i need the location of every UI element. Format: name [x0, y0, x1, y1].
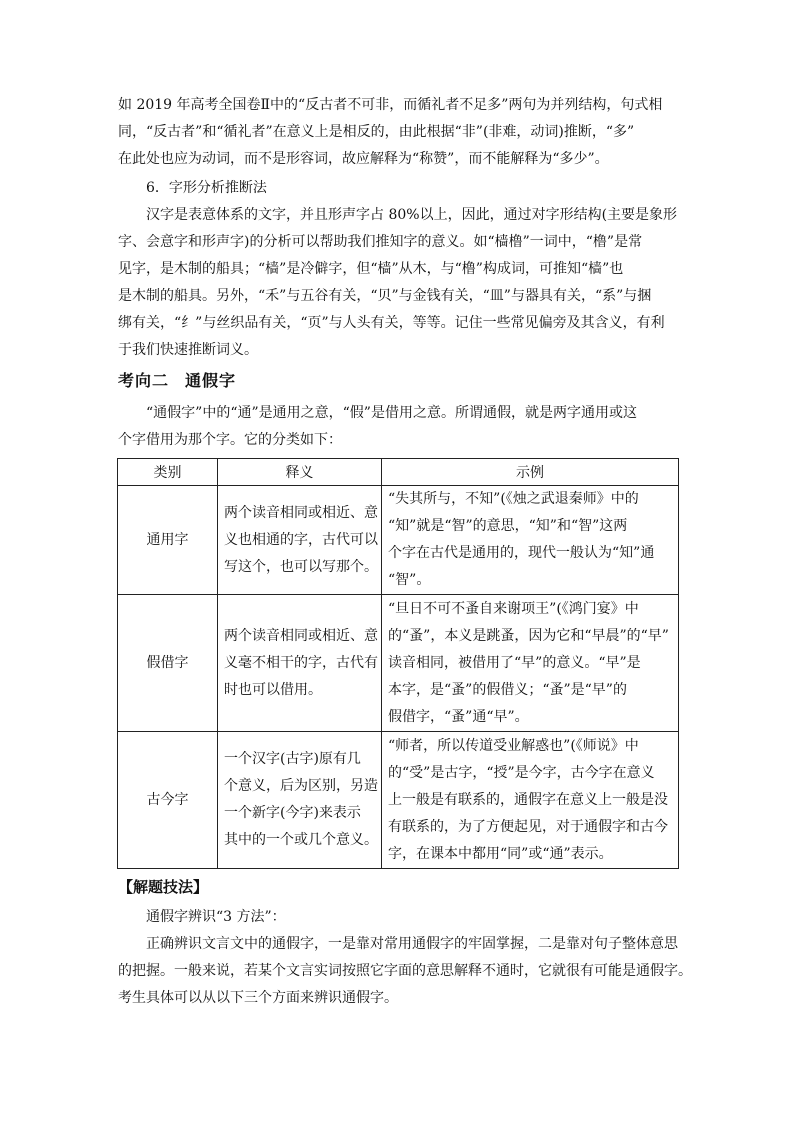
tips-section — [118, 904, 692, 1012]
category-cell: 通用字 — [118, 486, 218, 595]
text-line: 在此处也应为动词，而不是形容词，故应解释为“称赞”，而不能解释为“多少”。 — [118, 151, 609, 167]
example-cell: “旦日不可不蚤自来谢项王”(《鸿门宴》中 的“蚤”，本义是跳蚤，因为它和“早晨”的“早” 读音相同，被借用了“早”的意义。“早”是 本字，是“蚤”的假借义；“蚤”是“早”的 假借字，“蚤”通“早”。 — [382, 595, 679, 732]
tongjiazi-table — [117, 458, 679, 869]
section-title — [118, 368, 236, 391]
example-cell: “师者，所以传道受业解惑也”(《师说》中 的“受”是古字，“授”是今字，古今字在意义 上一般是有联系的，通假字在意义上一般是没 有联系的，为了方便起见，对于通假字和古今 字，在课本中都用“同”或“通”表示。 — [382, 732, 679, 869]
example-cell: “失其所与，不知”(《烛之武退秦师》中的 “知”就是“智”的意思，“知”和“智”这两 个字在古代是通用的，现代一般认为“知”通 “智”。 — [382, 486, 679, 595]
method6-section — [118, 175, 678, 364]
tips-heading: 【解题技法】 — [118, 878, 209, 896]
table-row — [118, 595, 679, 732]
text-line: 考生具体可以从以下三个方面来辨识通假字。 — [118, 990, 398, 1006]
section-intro — [118, 400, 678, 454]
tips-subheading: 通假字辨识“3 方法”： — [146, 909, 286, 925]
text-line: 于我们快速推断词义。 — [118, 342, 258, 358]
category-cell: 古今字 — [118, 732, 218, 869]
header-example: 示例 — [382, 459, 679, 486]
text-line: 同，“反古者”和“循礼者”在意义上是相反的，由此根据“非”(非难，动词)推断，“多” — [118, 124, 635, 140]
category-cell: 假借字 — [118, 595, 218, 732]
text-line: 的把握。一般来说，若某个文言实词按照它字面的意思解释不通时，它就很有可能是通假字。 — [118, 963, 692, 979]
explanation-cell: 两个读音相同或相近、意 义毫不相干的字，古代有 时也可以借用。 — [218, 595, 382, 732]
text-line: 绑有关，“纟”与丝织品有关，“页”与人头有关，等等。记住一些常见偏旁及其含义，有利 — [118, 315, 665, 331]
table-row — [118, 486, 679, 595]
text-line: 正确辨识文言文中的通假字，一是靠对常用通假字的牢固掌握，二是靠对句子整体意思 — [146, 936, 678, 952]
explanation-cell: 一个汉字(古字)原有几 个意义，后为区别，另造 一个新字(今字)来表示 其中的一个或几个意义。 — [218, 732, 382, 869]
text-line: 见字，是木制的船具；“樯”是冷僻字，但“樯”从木，与“橹”构成词，可推知“樯”也 — [118, 261, 624, 277]
section-label: 考向二 — [118, 371, 170, 390]
text-line: “通假字”中的“通”是通用之意，“假”是借用之意。所谓通假，就是两字通用或这 — [146, 405, 637, 421]
text-line: 是木制的船具。另外，“禾”与五谷有关，“贝”与金钱有关，“皿”与器具有关，“系”与捆 — [118, 288, 652, 304]
method6-heading: 6．字形分析推断法 — [146, 180, 267, 196]
text-line: 汉字是表意体系的文字，并且形声字占 80%以上，因此，通过对字形结构(主要是象形 — [146, 207, 678, 223]
text-line: 如 2019 年高考全国卷Ⅱ中的“反古者不可非，而循礼者不足多”两句为并列结构，句式相 — [118, 97, 663, 113]
intro-paragraph — [118, 92, 678, 173]
header-explanation: 释义 — [218, 459, 382, 486]
text-line: 字、会意字和形声字)的分析可以帮助我们推知字的意义。如“樯橹”一词中，“橹”是常 — [118, 234, 643, 250]
table-row — [118, 732, 679, 869]
explanation-cell: 两个读音相同或相近、意 义也相通的字，古代可以 写这个，也可以写那个。 — [218, 486, 382, 595]
header-category: 类别 — [118, 459, 218, 486]
text-line: 个字借用为那个字。它的分类如下： — [118, 432, 342, 448]
section-name: 通假字 — [185, 371, 237, 390]
table-header-row — [118, 459, 679, 486]
